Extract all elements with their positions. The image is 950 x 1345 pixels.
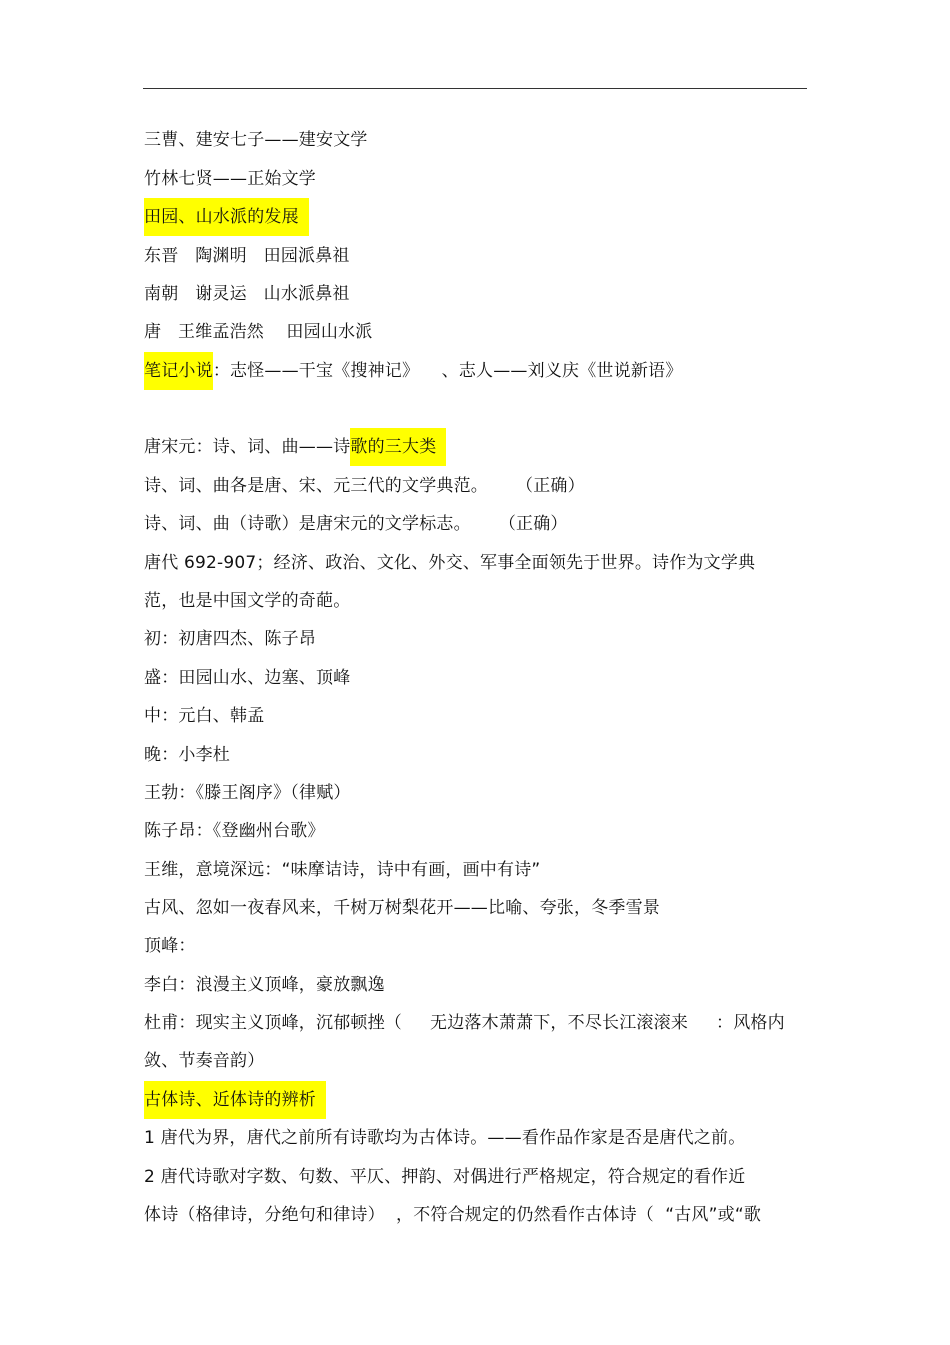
text-line: 体诗（格律诗，分绝句和律诗） ，不符合规定的仍然看作古体诗（ “古风”或“歌 — [144, 1205, 762, 1225]
text-line: 初：初唐四杰、陈子昂 — [144, 629, 316, 649]
text-line: 南朝 谢灵运 山水派鼻祖 — [144, 284, 350, 304]
text-line: 诗、词、曲（诗歌）是唐宋元的文学标志。 （正确） — [144, 514, 568, 534]
text-line: 王维，意境深远：“味摩诘诗，诗中有画，画中有诗” — [144, 860, 541, 880]
text-line: 唐代 692-907；经济、政治、文化、外交、军事全面领先于世界。诗作为文学典 — [144, 553, 756, 573]
highlighted-heading — [144, 198, 309, 236]
text-line: 盛：田园山水、边塞、顶峰 — [144, 668, 351, 688]
text-line: 陈子昂：《登幽州台歌》 — [144, 821, 325, 841]
text-line: 诗、词、曲各是唐、宋、元三代的文学典范。 （正确） — [144, 476, 585, 496]
highlight-text: 笔记小说 — [144, 352, 213, 390]
line-text: 唐宋元：诗、词、曲——诗 — [144, 437, 351, 457]
text-line: 顶峰： — [144, 936, 196, 956]
highlight-text: 古体诗、近体诗的辨析 — [144, 1081, 326, 1119]
text-line: 竹林七贤——正始文学 — [144, 169, 316, 189]
text-line: 东晋 陶渊明 田园派鼻祖 — [144, 246, 350, 266]
text-line: 中：元白、韩孟 — [144, 706, 265, 726]
text-line — [144, 352, 682, 390]
line-text: ：志怪——干宝《搜神记》 、志人——刘义庆《世说新语》 — [212, 361, 683, 381]
text-line: 1 唐代为界，唐代之前所有诗歌均为古体诗。——看作品作家是否是唐代之前。 — [144, 1128, 746, 1148]
highlight-text: 歌的三大类 — [350, 428, 446, 466]
header-rule — [143, 88, 807, 89]
text-line: 晚：小李杜 — [144, 745, 230, 765]
text-line: 三曹、建安七子——建安文学 — [144, 130, 368, 150]
text-line — [144, 428, 446, 466]
text-line: 李白：浪漫主义顶峰，豪放飘逸 — [144, 975, 385, 995]
text-line: 古风、忽如一夜春风来，千树万树梨花开——比喻、夸张，冬季雪景 — [144, 898, 660, 918]
highlight-text: 田园、山水派的发展 — [144, 198, 309, 236]
text-line: 敛、节奏音韵） — [144, 1051, 265, 1071]
text-line: 2 唐代诗歌对字数、句数、平仄、押韵、对偶进行严格规定，符合规定的看作近 — [144, 1167, 746, 1187]
text-line: 唐 王维孟浩然 田园山水派 — [144, 322, 373, 342]
text-line: 范，也是中国文学的奇葩。 — [144, 591, 351, 611]
text-line: 杜甫：现实主义顶峰，沉郁顿挫（ 无边落木萧萧下，不尽长江滚滚来 ：风格内 — [144, 1013, 785, 1033]
highlighted-heading — [144, 1081, 326, 1119]
text-line: 王勃：《滕王阁序》（律赋） — [144, 783, 351, 803]
